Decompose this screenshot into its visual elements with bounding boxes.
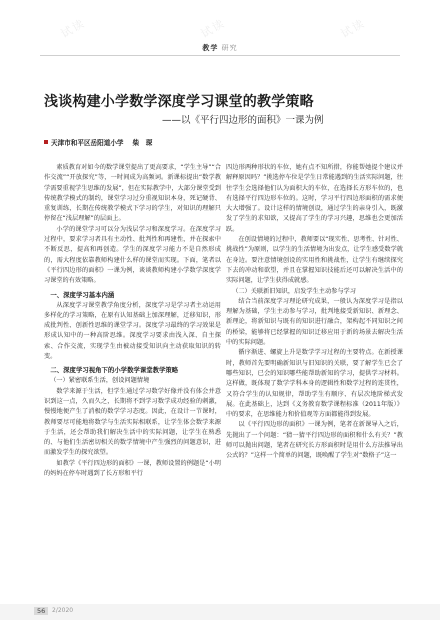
body-paragraph: 在创设情境的过程中，教师要以“现实性、思考性、针对性、挑战性”为原则，以学生的生活情境为出发点，让学生感受数学就在身边。要注意情境创设的实用性和挑战性，让学生有继续探究下去的冲动和欲望，并且在掌握知识技能后还可以解决生活中的实际问题，让学生获得成就感。: [226, 236, 403, 285]
issue-number: 2/2020: [52, 607, 74, 614]
header-band: [0, 0, 440, 40]
body-paragraph: 从深度学习课堂教学角度分析，深度学习是学习者主动运用多样化的学习策略，在原有认知基础上加深理解，迁移知识，形成批判性、创新性思维的课堂学习。深度学习最终的学习效果是形成认知中的一种高阶思维。深度学习要求由浅入深、自主探索、合作交流，实现学生由被动接受知识向主动获取知识的转变。: [44, 301, 221, 361]
subsection-heading: （一）紧密联系生活，创设问题情境: [50, 377, 150, 385]
section-tag: [0, 43, 440, 53]
author-name: 柴 琛: [132, 139, 153, 147]
author-line: [44, 137, 152, 147]
body-paragraph: 小学的课堂学习可以分为浅层学习和深度学习。在深度学习过程中，要求学习者具有主动性、批判性和再建性，并在探索中不断反思，提高和再创造。学生的深度学习能力不是自然形成的，需大程度依靠教师构建什么样的课堂而实现。下面，笔者以《平行四边形的面积》一课为例，谈谈教师构建小学数学深度学习课堂的有效策略。: [44, 225, 221, 285]
body-paragraph: 数学来源于生活，但学生通过学习数学好像并没有体会并意识到这一点，久而久之，长期将不到学习数学成功经验的刺激，慢慢地便产生了消极的数学学习态度。因此，在设计一节课时，教师要尽可能地将数学与生活实际相联系，让学生体会数学来源于生活，还会帮助我们解决生活中的实际问题，让学生在熟悉的、与他们生活密切相关的数学情境中产生强烈的问题意识，进而激发学生的探究欲望。: [44, 387, 221, 457]
header-divider: [40, 55, 400, 56]
body-paragraph: 结合当前深度学习理论研究成果，一般认为深度学习是指以理解为基础，学生主动参与学习，批判地接受新知识、新理念、新理论，将新知识与既有的知识进行融合，架构起不同知识之间的桥梁，能够将已经掌握的知识迁移应用于新的场景去解决生活中的实际问题。: [226, 297, 403, 347]
body-paragraph: 四边形两种形状的车位，她有点不知所措，你能帮她提个建议并解释原因吗？”挑选停车位是学生日常能遇到的生活实际问题，往往学生会选择他们认为面积大的车位，在选择长方形车位的，也有选择平行四边形车位的。这时，学习平行四边形面积的需求便大大增强了。设计这样的情境创设，通过学生的亲身引入，既激发了学生的求知欲，又提高了学生的学习兴趣，思维也会更加活跃。: [226, 164, 403, 233]
section-tag-light: 研究: [221, 44, 238, 52]
body-paragraph: 循序渐进、螺旋上升是数学学习过程的主要特点。在新授课时，教师首先要明确新知识与旧知识的关联，要了解学生已会了哪些知识，已会的知识哪些能帮助新知的学习，提供学习材料。这样做，既体现了数学学科本身的逻辑性和数学过程的连贯性，又符合学生的认知规律，帮助学生有顺序、有层次地阶梯式发展。在此基础上，达到《义务教育数学课程标准（2011年版）》中的要求，在思维能力和价值观等方面都能得到发展。: [226, 349, 403, 419]
section-heading: 一、深度学习基本内涵: [50, 290, 115, 299]
left-column: [44, 163, 221, 479]
right-column: [226, 163, 403, 462]
section-heading: 二、深度学习视角下的小学数学课堂教学策略: [50, 366, 179, 375]
watermark: 试读: [338, 16, 368, 41]
body-paragraph: 素质教育对如今的数学课堂提出了更高要求，“学生主导”“合作交流”“开放探究”等，一时间成为高频词。新课标提出“数学教学需要重视学生思维的发展”，但在实际教学中，大部分课堂受到传统教学模式的制约，课堂学习过分重视知识本身，死记硬背、重复训练，长期在传统教学模式下学习的学生，对知识的理解只停留在“浅层理解”的层面上。: [44, 164, 221, 223]
red-square-icon: [44, 140, 48, 144]
author-unit: 天津市和平区岳阳道小学: [51, 139, 124, 147]
subsection-heading: （二）关联新旧知识，启发学生主动参与学习: [232, 287, 356, 295]
watermark: 试读: [198, 16, 228, 41]
section-tag-strong: 教学: [202, 44, 219, 52]
article-title: 浅谈构建小学数学深度学习课堂的教学策略: [44, 94, 314, 110]
page-number: 56: [34, 607, 48, 615]
body-paragraph: 如教学《平行四边形的面积》一课，教师设置的例题是“小明的妈妈在停车时遇到了长方形和平行: [44, 459, 221, 478]
body-paragraph: 以《平行四边形的面积》一课为例，笔者在新课导入之后，先抛出了一个问题：“猜一猜平行四边形的面积和什么有关？”教师可以抛出问题，笔者在研究长方形面积时是用什么方法推导出公式的？”这样一个简单的问题，既唤醒了学生对“数格子”这一: [226, 421, 403, 460]
watermark: 试读: [58, 16, 88, 41]
article-subtitle: ——以《平行四边形的面积》一课为例: [162, 115, 324, 126]
